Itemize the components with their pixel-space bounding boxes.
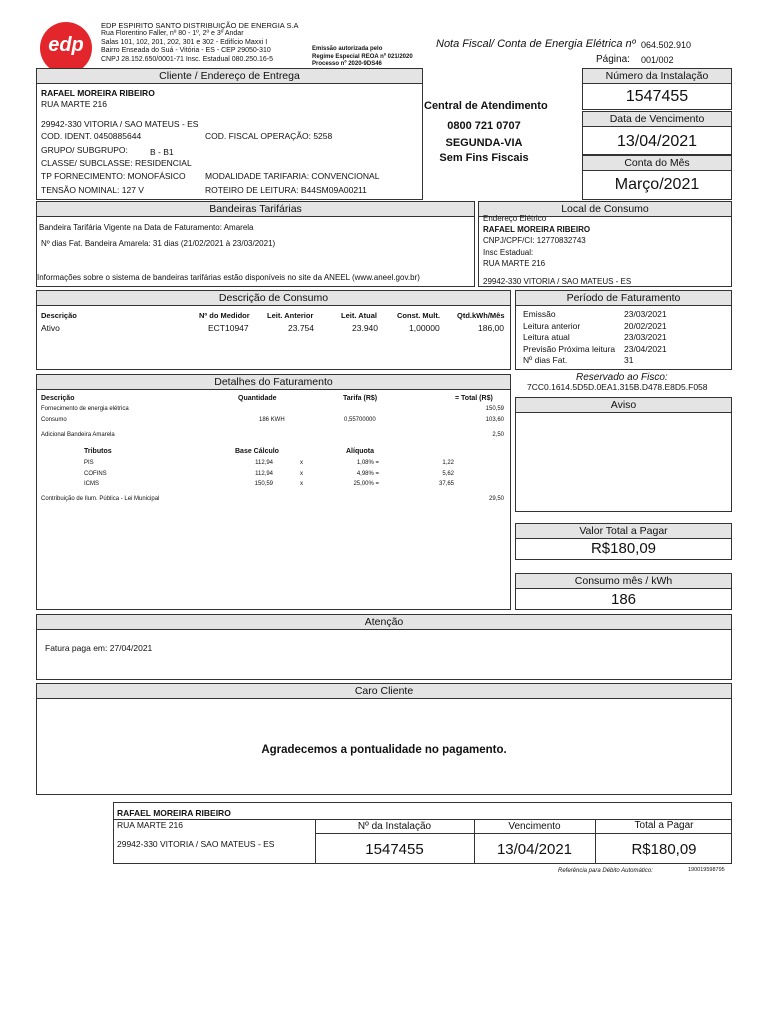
tributo-icms-name: ICMS xyxy=(84,481,99,487)
detalhes-col-descricao: Descrição xyxy=(41,395,75,402)
bandeiras-box xyxy=(36,201,475,287)
periodo-header: Período de Faturamento xyxy=(516,291,731,306)
fisco-label: Reservado ao Fisco: xyxy=(576,372,668,383)
detalhes-fornecimento: Fornecimento de energia elétrica xyxy=(41,406,129,412)
tributo-icms-aliquota: 25,00% = xyxy=(353,481,379,487)
edp-logo xyxy=(40,22,92,74)
client-street: RUA MARTE 216 xyxy=(41,99,107,109)
tributo-cofins-name: COFINS xyxy=(84,471,107,477)
aliquota-header: Alíquota xyxy=(346,448,374,455)
periodo-label-emissao: Emissão xyxy=(523,309,556,319)
consumo-mes-box xyxy=(515,573,732,610)
client-cod-ident: COD. IDENT. 0450885644 xyxy=(41,131,142,141)
client-city: 29942-330 VITORIA / SAO MATEUS - ES xyxy=(41,119,199,129)
client-grupo: B - B1 xyxy=(150,147,174,157)
company-name: EDP ESPIRITO SANTO DISTRIBUIÇÃO DE ENERGIA S.A xyxy=(101,21,299,30)
edp-logo-text: edp xyxy=(48,34,84,56)
atencao-header: Atenção xyxy=(37,615,731,630)
install-header: Número da Instalação xyxy=(583,69,731,84)
install-box xyxy=(582,68,732,110)
stub-total: R$180,09 xyxy=(631,841,697,858)
stub-inst-header: Nº da Instalação xyxy=(357,821,432,832)
detalhes-consumo-qtd: 186 KWH xyxy=(259,417,285,423)
ref-debito: 190019598795 xyxy=(688,867,725,873)
fatura-paga: Fatura paga em: 27/04/2021 xyxy=(45,643,153,653)
consumo-header: Descrição de Consumo xyxy=(37,291,510,306)
consumo-row-leit-anterior: 23.754 xyxy=(288,323,314,333)
consumo-col-descricao: Descrição xyxy=(41,311,77,320)
caro-cliente-header: Caro Cliente xyxy=(37,684,731,699)
client-modalidade: MODALIDADE TARIFARIA: CONVENCIONAL xyxy=(205,171,380,181)
tributo-icms-value: 37,65 xyxy=(438,481,454,487)
consumo-row-const-mult: 1,00000 xyxy=(409,323,440,333)
periodo-label-dias: Nº dias Fat. xyxy=(523,355,568,365)
segunda-via: SEGUNDA-VIA xyxy=(445,137,523,149)
invoice-number: 064.502.910 xyxy=(641,40,692,50)
month-header: Conta do Mês xyxy=(583,156,731,171)
bill-month: Março/2021 xyxy=(614,176,700,193)
ref-debito-label: Referência para Débito Automático: xyxy=(558,868,653,874)
due-date: 13/04/2021 xyxy=(616,133,698,150)
stub-total-header: Total a Pagar xyxy=(634,820,694,831)
local-insc: Insc Estadual: xyxy=(483,248,534,257)
bandeira-dias: Nº dias Fat. Bandeira Amarela: 31 dias (21/02/2021 à 23/03/2021) xyxy=(41,239,276,248)
local-cnpj: CNPJ/CPF/CI: 12770832743 xyxy=(483,236,586,245)
consumo-col-leit-anterior: Leit. Anterior xyxy=(267,311,314,320)
consumo-col-const-mult: Const. Mult. xyxy=(397,311,440,320)
consumo-col-medidor: Nº do Medidor xyxy=(199,311,250,320)
company-cnpj: CNPJ 28.152.650/0001-71 Insc. Estadual 080.250.16-5 xyxy=(101,56,274,63)
tributo-cofins-aliquota: 4,98% = xyxy=(356,471,379,477)
consumo-col-leit-atual: Leit. Atual xyxy=(341,311,377,320)
stub-venc: 13/04/2021 xyxy=(496,841,573,858)
emission-line-2: Regime Especial REOA nº 021/2020 xyxy=(312,54,413,60)
client-classe: CLASSE/ SUBCLASSE: RESIDENCIAL xyxy=(41,158,192,168)
caro-cliente-box xyxy=(36,683,732,795)
central-title: Central de Atendimento xyxy=(424,100,548,112)
local-box xyxy=(478,201,732,287)
periodo-value-leitura-anterior: 20/02/2021 xyxy=(624,321,667,331)
detalhes-col-total: = Total (R$) xyxy=(455,395,493,402)
central-phone: 0800 721 0707 xyxy=(447,120,521,132)
aviso-box xyxy=(515,397,732,512)
periodo-value-leitura-atual: 23/03/2021 xyxy=(624,332,667,342)
detalhes-consumo: Consumo xyxy=(41,417,67,423)
bandeira-info: Informações sobre o sistema de bandeiras tarifárias estão disponíveis no site da ANEEL (www.aneel.gov.br) xyxy=(37,273,420,282)
detalhes-header: Detalhes do Faturamento xyxy=(37,375,510,390)
client-roteiro: ROTEIRO DE LEITURA: B44SM09A00211 xyxy=(205,185,367,195)
client-fornecimento: TP FORNECIMENTO: MONOFÁSICO xyxy=(41,171,186,181)
periodo-label-proxima: Previsão Próxima leitura xyxy=(523,344,616,354)
tributo-pis-base: 112,94 xyxy=(255,460,273,466)
tributo-cofins-base: 112,94 xyxy=(255,471,273,477)
company-address-2: Salas 101, 102, 201, 202, 301 e 302 - Edifício Maxxi I xyxy=(101,39,268,46)
emission-line-1: Emissão autorizada pelo xyxy=(312,46,383,52)
local-street: RUA MARTE 216 xyxy=(483,259,546,268)
tributo-cofins-x: x xyxy=(300,471,303,477)
stub-inst: 1547455 xyxy=(365,841,424,858)
consumo-box xyxy=(36,290,511,370)
client-box xyxy=(36,68,423,200)
detalhes-col-quantidade: Quantidade xyxy=(238,395,277,402)
due-box xyxy=(582,111,732,155)
periodo-label-leitura-atual: Leitura atual xyxy=(523,332,570,342)
stub-name: RAFAEL MOREIRA RIBEIRO xyxy=(117,808,231,818)
detalhes-adicional-total: 2,50 xyxy=(492,432,504,438)
consumo-row-kwh: 186,00 xyxy=(478,323,504,333)
aviso-header: Aviso xyxy=(516,398,731,413)
tributo-pis-name: PIS xyxy=(84,460,94,466)
periodo-box xyxy=(515,290,732,370)
tributo-pis-x: x xyxy=(300,460,303,466)
install-number: 1547455 xyxy=(625,88,689,105)
stub-venc-header: Vencimento xyxy=(508,821,561,832)
due-header: Data de Vencimento xyxy=(583,112,731,127)
base-calculo-header: Base Cálculo xyxy=(235,448,279,455)
local-header: Local de Consumo xyxy=(479,202,731,217)
periodo-label-leitura-anterior: Leitura anterior xyxy=(523,321,581,331)
bandeiras-header: Bandeiras Tarifárias xyxy=(37,202,474,217)
periodo-value-emissao: 23/03/2021 xyxy=(624,309,667,319)
consumo-mes-header: Consumo mês / kWh xyxy=(516,574,731,589)
local-name: RAFAEL MOREIRA RIBEIRO xyxy=(483,225,591,234)
invoice-title: Nota Fiscal/ Conta de Energia Elétrica nº xyxy=(436,38,636,50)
bandeira-vigente: Bandeira Tarifária Vigente na Data de Faturamento: Amarela xyxy=(39,223,254,232)
emission-line-3: Processo nº 2020-9DS46 xyxy=(312,61,382,67)
detalhes-consumo-tarifa: 0,55700000 xyxy=(344,417,376,423)
detalhes-consumo-total: 103,60 xyxy=(485,417,504,423)
company-address-3: Bairro Enseada do Suá - Vitória - ES - CEP 29050-310 xyxy=(101,47,271,54)
detalhes-box xyxy=(36,374,511,610)
agradecimento: Agradecemos a pontualidade no pagamento. xyxy=(261,744,507,756)
stub-box xyxy=(113,802,732,864)
tributo-pis-value: 1,22 xyxy=(442,460,454,466)
detalhes-fornecimento-total: 150,59 xyxy=(485,406,504,412)
month-box xyxy=(582,155,732,200)
local-endereco-label: Endereço Elétrico xyxy=(483,214,547,223)
page-number: 001/002 xyxy=(641,55,674,65)
fisco-code: 7CC0.1614.5D5D.0EA1.315B.D478.E8D5.F058 xyxy=(527,382,708,392)
tributo-icms-base: 150,59 xyxy=(254,481,273,487)
stub-city: 29942-330 VITORIA / SAO MATEUS - ES xyxy=(117,839,275,849)
tributo-cofins-value: 5,62 xyxy=(442,471,454,477)
client-name: RAFAEL MOREIRA RIBEIRO xyxy=(41,88,155,98)
page-label: Página: xyxy=(596,54,630,65)
detalhes-adicional: Adicional Bandeira Amarela xyxy=(41,432,115,438)
periodo-value-proxima: 23/04/2021 xyxy=(624,344,667,354)
valor-total-box xyxy=(515,523,732,560)
tributos-header: Tributos xyxy=(84,448,112,455)
company-address-1: Rua Florentino Faller, nº 80 - 1º, 2º e 3º Andar xyxy=(101,30,244,37)
client-header: Cliente / Endereço de Entrega xyxy=(37,69,422,84)
client-tensao: TENSÃO NOMINAL: 127 V xyxy=(41,185,144,195)
valor-total: R$180,09 xyxy=(590,540,657,557)
atencao-box xyxy=(36,614,732,680)
sem-fins-fiscais: Sem Fins Fiscais xyxy=(439,152,529,164)
periodo-value-dias: 31 xyxy=(624,355,634,365)
tributo-pis-aliquota: 1,08% = xyxy=(356,460,379,466)
consumo-col-kwh: Qtd.kWh/Mês xyxy=(457,311,505,320)
tributo-icms-x: x xyxy=(300,481,303,487)
consumo-mes: 186 xyxy=(610,591,637,608)
detalhes-col-tarifa: Tarifa (R$) xyxy=(343,395,378,402)
detalhes-contribuicao-total: 29,50 xyxy=(488,496,504,502)
client-cod-fiscal: COD. FISCAL OPERAÇÃO: 5258 xyxy=(205,131,333,141)
consumo-row-descricao: Ativo xyxy=(41,323,60,333)
local-city: 29942-330 VITORIA / SAO MATEUS - ES xyxy=(483,277,632,286)
detalhes-contribuicao: Contribuição de Ilum. Pública - Lei Municipal xyxy=(41,496,160,502)
consumo-row-medidor: ECT10947 xyxy=(208,323,249,333)
consumo-row-leit-atual: 23.940 xyxy=(352,323,378,333)
valor-total-header: Valor Total a Pagar xyxy=(516,524,731,539)
client-grupo-label: GRUPO/ SUBGRUPO: xyxy=(41,145,128,155)
stub-street: RUA MARTE 216 xyxy=(117,820,183,830)
